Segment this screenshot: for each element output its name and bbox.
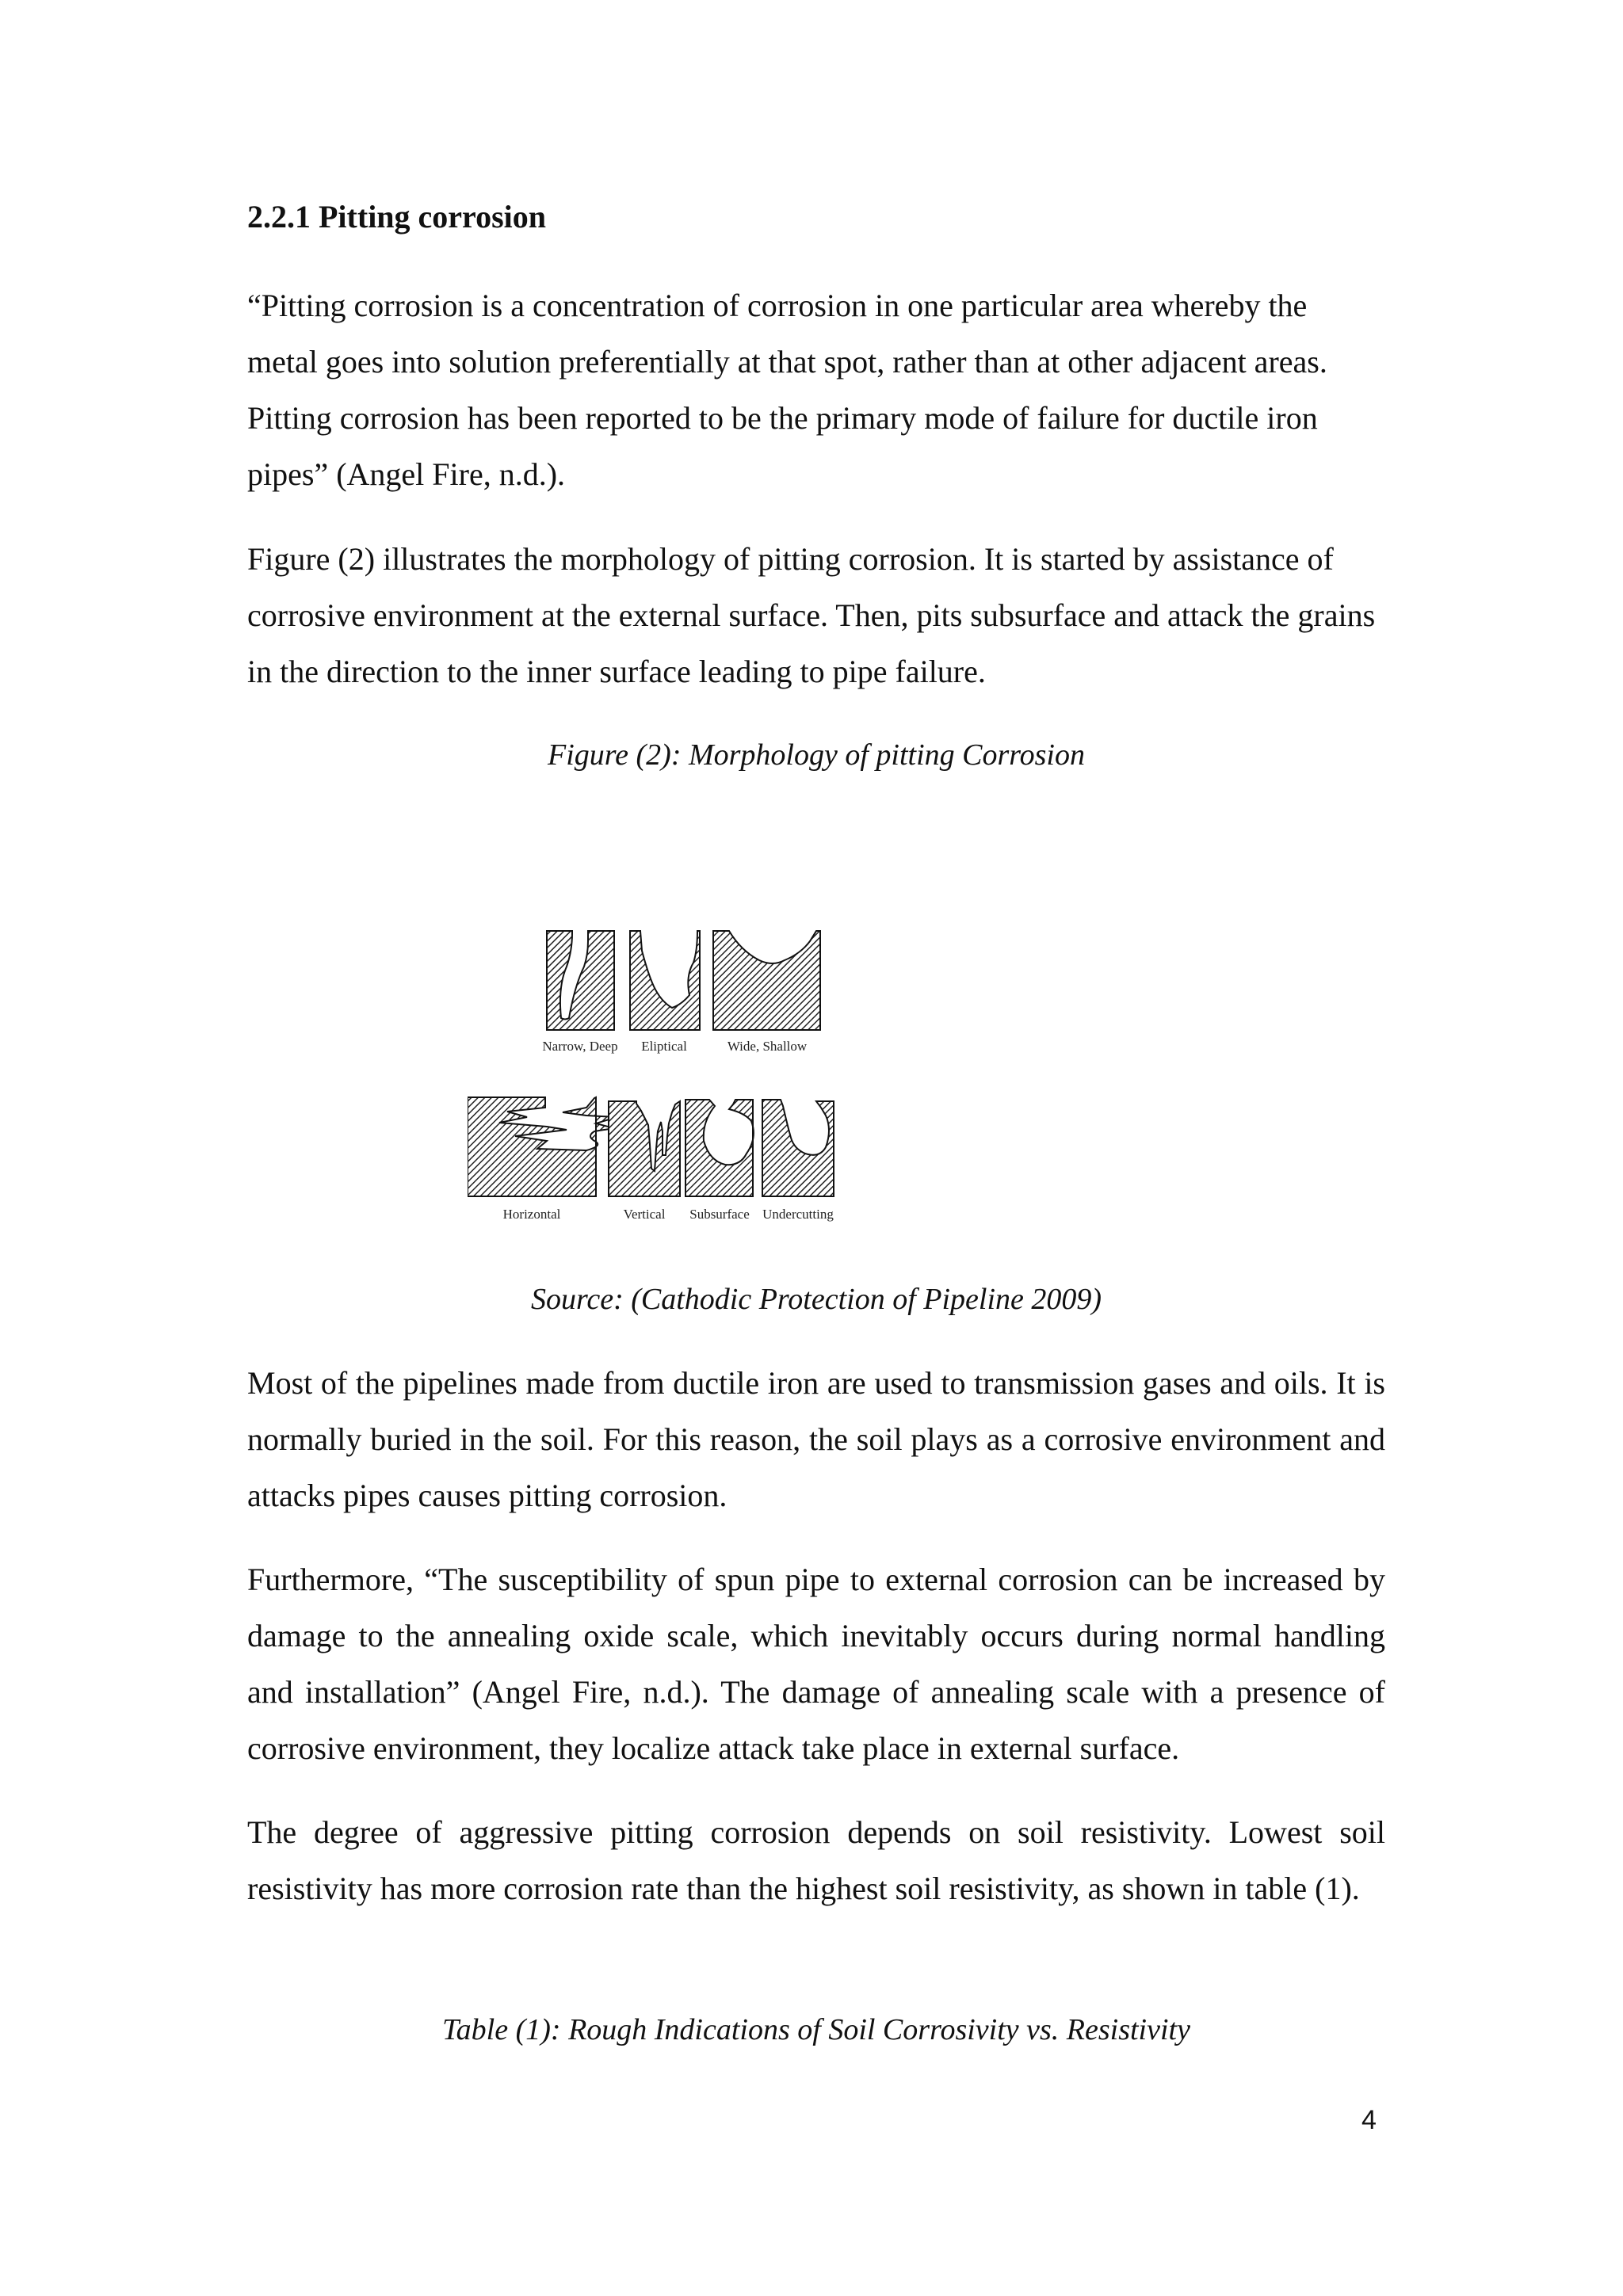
label-undercutting: Undercutting	[762, 1207, 834, 1222]
label-narrow-deep: Narrow, Deep	[542, 1039, 618, 1054]
undercutting-pit-shape	[762, 1100, 834, 1196]
paragraph-pitting-definition: “Pitting corrosion is a concentration of corrosion in one particular area whereby the metal goes into solution preferentially at that spot, rather than at other adjacent areas. Pitting corrosion has been reported to be the primary mode of failure for ductile iron pipes” (Angel Fire, n.d.).	[247, 288, 1327, 492]
eliptical-pit-shape	[630, 931, 700, 1030]
paragraph-pipelines: Most of the pipelines made from ductile iron are used to transmission gases and oils. It is normally buried in the soil. For this reason, the soil plays as a corrosive environment and attacks pipes causes pitting corrosion.	[247, 1365, 1385, 1513]
vertical-pit-shape	[609, 1101, 680, 1196]
section-heading: 2.2.1 Pitting corrosion	[247, 199, 547, 235]
horizontal-pit-shape	[468, 1097, 617, 1196]
wide-shallow-pit-shape	[713, 931, 820, 1030]
pitting-morphology-diagram	[468, 919, 1165, 1236]
figure-caption: Figure (2): Morphology of pitting Corrosion	[548, 738, 1085, 772]
table-caption: Table (1): Rough Indications of Soil Corrosivity vs. Resistivity	[442, 2013, 1190, 2046]
label-subsurface: Subsurface	[689, 1207, 750, 1222]
paragraph-figure-description: Figure (2) illustrates the morphology of pitting corrosion. It is started by assistance of corrosive environment at the external surface. Then, pits subsurface and attack the grains in the direction to the inner surface leading to pipe failure.	[247, 541, 1376, 689]
paragraph-annealing-scale: Furthermore, “The susceptibility of spun pipe to external corrosion can be increased by damage to the annealing oxide scale, which inevitably occurs during normal handling and installation” (Angel Fire, n.d.). The damage of annealing scale with a presence of corrosive environment, they localize attack take place in external surface.	[247, 1562, 1385, 1766]
label-vertical: Vertical	[623, 1207, 666, 1222]
subsurface-pit-shape	[685, 1100, 754, 1196]
label-horizontal: Horizontal	[502, 1207, 561, 1222]
pitting-morphology-figure	[468, 919, 1165, 1236]
narrow-deep-pit-shape	[547, 931, 614, 1030]
figure-source: Source: (Cathodic Protection of Pipeline 2009)	[530, 1283, 1102, 1316]
label-eliptical: Eliptical	[641, 1039, 687, 1054]
paragraph-soil-resistivity: The degree of aggressive pitting corrosion depends on soil resistivity. Lowest soil resistivity has more corrosion rate than the highest soil resistivity, as shown in table (1).	[247, 1814, 1385, 1906]
page-number: 4	[1361, 2105, 1377, 2135]
label-wide-shallow: Wide, Shallow	[727, 1039, 808, 1054]
